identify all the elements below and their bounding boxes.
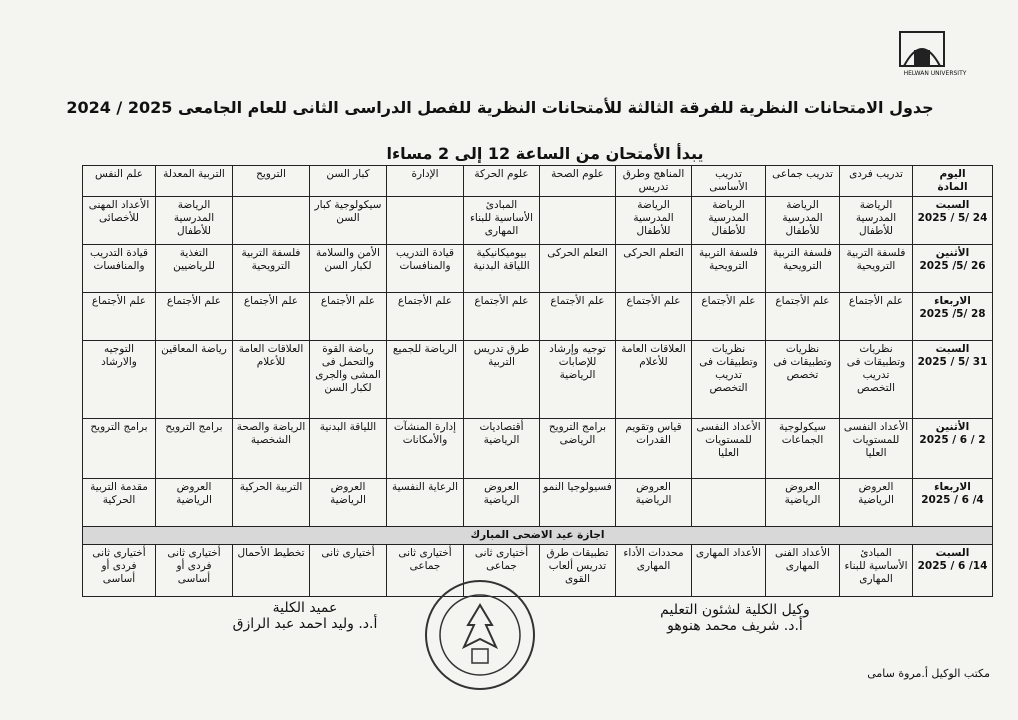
dean-name: أ.د. وليد احمد عبد الرازق — [232, 616, 378, 632]
column-header: علوم الحركة — [464, 166, 540, 197]
exam-cell: فلسفة التربية الترويحية — [766, 245, 840, 293]
exam-cell: إدارة المنشآت والأمكانات — [387, 419, 464, 479]
column-header: علم النفس — [83, 166, 156, 197]
exam-cell: علم الأجتماع — [616, 293, 692, 341]
schedule-row — [83, 419, 993, 479]
exam-cell: فلسفة التربية الترويحية — [233, 245, 310, 293]
exam-cell: توجيه وإرشاد للإصابات الرياضية — [540, 341, 616, 419]
exam-cell: الأمن والسلامة لكبار السن — [310, 245, 387, 293]
day-cell: السبت 2025 / 5/ 24 — [913, 197, 993, 245]
exam-cell: التربية الحركية — [233, 479, 310, 527]
exam-cell: الرياضة والصحة الشخصية — [233, 419, 310, 479]
exam-cell: تخطيط الأحمال — [233, 545, 310, 597]
exam-cell: التعلم الحركى — [540, 245, 616, 293]
exam-cell: علم الأجتماع — [766, 293, 840, 341]
vice-dean-title: وكيل الكلية لشئون التعليم — [660, 602, 810, 618]
exam-cell: برامج الترويح — [156, 419, 233, 479]
exam-cell — [540, 197, 616, 245]
exam-cell: المبادئ الأساسية للبناء المهارى — [840, 545, 913, 597]
exam-cell: سيكولوجية الجماعات — [766, 419, 840, 479]
exam-cell: طرق تدريس التربية — [464, 341, 540, 419]
exam-cell: العلاقات العامة للأعلام — [616, 341, 692, 419]
exam-cell: الأعداد المهنى للأخصائى — [83, 197, 156, 245]
schedule-row — [83, 341, 993, 419]
exam-cell: الأعداد النفسى للمستويات العليا — [840, 419, 913, 479]
exam-cell: التوجيه والارشاد — [83, 341, 156, 419]
exam-cell: نظريات وتطبيقات فى تخصص — [766, 341, 840, 419]
schedule-row — [83, 245, 993, 293]
exam-cell: فلسفة التربية الترويحية — [692, 245, 766, 293]
day-cell: السبت 2025 / 5/ 31 — [913, 341, 993, 419]
exam-cell: علم الأجتماع — [310, 293, 387, 341]
exam-cell: الرياضة المدرسية للأطفال — [840, 197, 913, 245]
exam-cell: العروض الرياضية — [616, 479, 692, 527]
exam-cell: الرياضة المدرسية للأطفال — [616, 197, 692, 245]
exam-cell: علم الأجتماع — [387, 293, 464, 341]
exam-cell: أختيارى ثانى جماعى — [387, 545, 464, 597]
exam-cell: مقدمة التربية الحركية — [83, 479, 156, 527]
day-cell: الأثنين 2025 / 6 / 2 — [913, 419, 993, 479]
column-header: الترويح — [233, 166, 310, 197]
exam-cell: بيوميكانيكية اللياقة البدنية — [464, 245, 540, 293]
exam-cell: قيادة التدريب والمنافسات — [83, 245, 156, 293]
exam-cell: الأعداد المهارى — [692, 545, 766, 597]
exam-cell: سيكولوجية كبار السن — [310, 197, 387, 245]
exam-cell: الرياضة للجميع — [387, 341, 464, 419]
column-header: المناهج وطرق تدريس — [616, 166, 692, 197]
exam-cell: قياس وتقويم القدرات — [616, 419, 692, 479]
dean-signature — [205, 600, 405, 632]
schedule-row — [83, 197, 993, 245]
exam-cell: أختيارى ثانى جماعى — [464, 545, 540, 597]
exam-cell: نظريات وتطبيقات فى تدريب التخصص — [692, 341, 766, 419]
exam-cell: العلاقات العامة للأعلام — [233, 341, 310, 419]
column-header: تدريب فردى — [840, 166, 913, 197]
exam-cell: التعلم الحركى — [616, 245, 692, 293]
exam-cell: علم الأجتماع — [692, 293, 766, 341]
exam-cell: علم الأجتماع — [540, 293, 616, 341]
exam-cell: برامج الترويح — [83, 419, 156, 479]
day-cell: الأثنين 2025 /5/ 26 — [913, 245, 993, 293]
exam-cell — [692, 479, 766, 527]
page-title: جدول الامتحانات النظرية للفرقة الثالثة للأمتحانات النظرية للفصل الدراسى الثانى للعام الجامعى 2025 / 2024 — [66, 98, 934, 117]
vice-dean-signature — [660, 602, 810, 634]
exam-cell: اللياقة البدنية — [310, 419, 387, 479]
exam-cell: العروض الرياضية — [766, 479, 840, 527]
exam-schedule-table — [82, 165, 993, 597]
exam-cell: العروض الرياضية — [156, 479, 233, 527]
column-header: علوم الصحة — [540, 166, 616, 197]
exam-cell: المبادئ الأساسية للبناء المهارى — [464, 197, 540, 245]
exam-cell — [387, 197, 464, 245]
column-header: الإدارة — [387, 166, 464, 197]
exam-cell: الرياضة المدرسية للأطفال — [766, 197, 840, 245]
exam-cell: تطبيقات طرق تدريس ألعاب القوى — [540, 545, 616, 597]
exam-cell: فلسفة التربية الترويحية — [840, 245, 913, 293]
exam-cell: علم الأجتماع — [156, 293, 233, 341]
dean-title: عميد الكلية — [272, 600, 338, 616]
exam-cell: علم الأجتماع — [840, 293, 913, 341]
university-latin-name: HELWAN UNIVERSITY — [903, 70, 967, 77]
column-header: التربية المعدلة — [156, 166, 233, 197]
header-row — [83, 166, 993, 197]
exam-cell: العروض الرياضية — [310, 479, 387, 527]
exam-cell: علم الأجتماع — [233, 293, 310, 341]
exam-cell: الرياضة المدرسية للأطفال — [692, 197, 766, 245]
exam-cell: الرياضة المدرسية للأطفال — [156, 197, 233, 245]
exam-cell: أختيارى ثانى فردى أو أساسى — [156, 545, 233, 597]
exam-cell: علم الأجتماع — [83, 293, 156, 341]
exam-time-note: يبدأ الأمتحان من الساعة 12 إلى 2 مساءا — [386, 144, 704, 163]
exam-cell: الأعداد النفسى للمستويات العليا — [692, 419, 766, 479]
exam-cell: محددات الأداء المهارى — [616, 545, 692, 597]
column-header: تدريب الأساسى — [692, 166, 766, 197]
exam-cell: فسيولوجيا النمو — [540, 479, 616, 527]
exam-cell: رياضة القوة والتحمل فى المشى والجرى لكبار السن — [310, 341, 387, 419]
day-cell: السبت 2025 / 6 /14 — [913, 545, 993, 597]
schedule-row — [83, 293, 993, 341]
exam-cell: أقتصاديات الرياضية — [464, 419, 540, 479]
college-stamp — [420, 575, 540, 695]
column-header: كبار السن — [310, 166, 387, 197]
exam-cell: برامج الترويح الرياضى — [540, 419, 616, 479]
exam-cell: نظريات وتطبيقات فى تدريب التخصص — [840, 341, 913, 419]
column-header: تدريب جماعى — [766, 166, 840, 197]
schedule-row — [83, 479, 993, 527]
office-note: مكتب الوكيل أ.مروة سامى — [867, 667, 990, 680]
day-cell: الاربعاء 2025 / 6 /4 — [913, 479, 993, 527]
exam-cell — [233, 197, 310, 245]
vice-dean-name: أ.د. شريف محمد هنوهو — [667, 618, 803, 634]
exam-cell: التغذية للرياضيين — [156, 245, 233, 293]
exam-cell: رياضة المعاقين — [156, 341, 233, 419]
exam-cell: الرعاية النفسية — [387, 479, 464, 527]
exam-cell: العروض الرياضية — [840, 479, 913, 527]
exam-cell: العروض الرياضية — [464, 479, 540, 527]
exam-cell: أختيارى ثانى فردى أو أساسى — [83, 545, 156, 597]
exam-cell: علم الأجتماع — [464, 293, 540, 341]
exam-cell: أختيارى ثانى — [310, 545, 387, 597]
exam-cell: قيادة التدريب والمنافسات — [387, 245, 464, 293]
day-cell: الاربعاء 2025 /5/ 28 — [913, 293, 993, 341]
exam-cell: الأعداد الفنى المهارى — [766, 545, 840, 597]
day-header: اليوم المادة — [913, 166, 993, 197]
holiday-label: اجازة عيد الاضحى المبارك — [83, 527, 993, 545]
holiday-row — [83, 527, 993, 545]
